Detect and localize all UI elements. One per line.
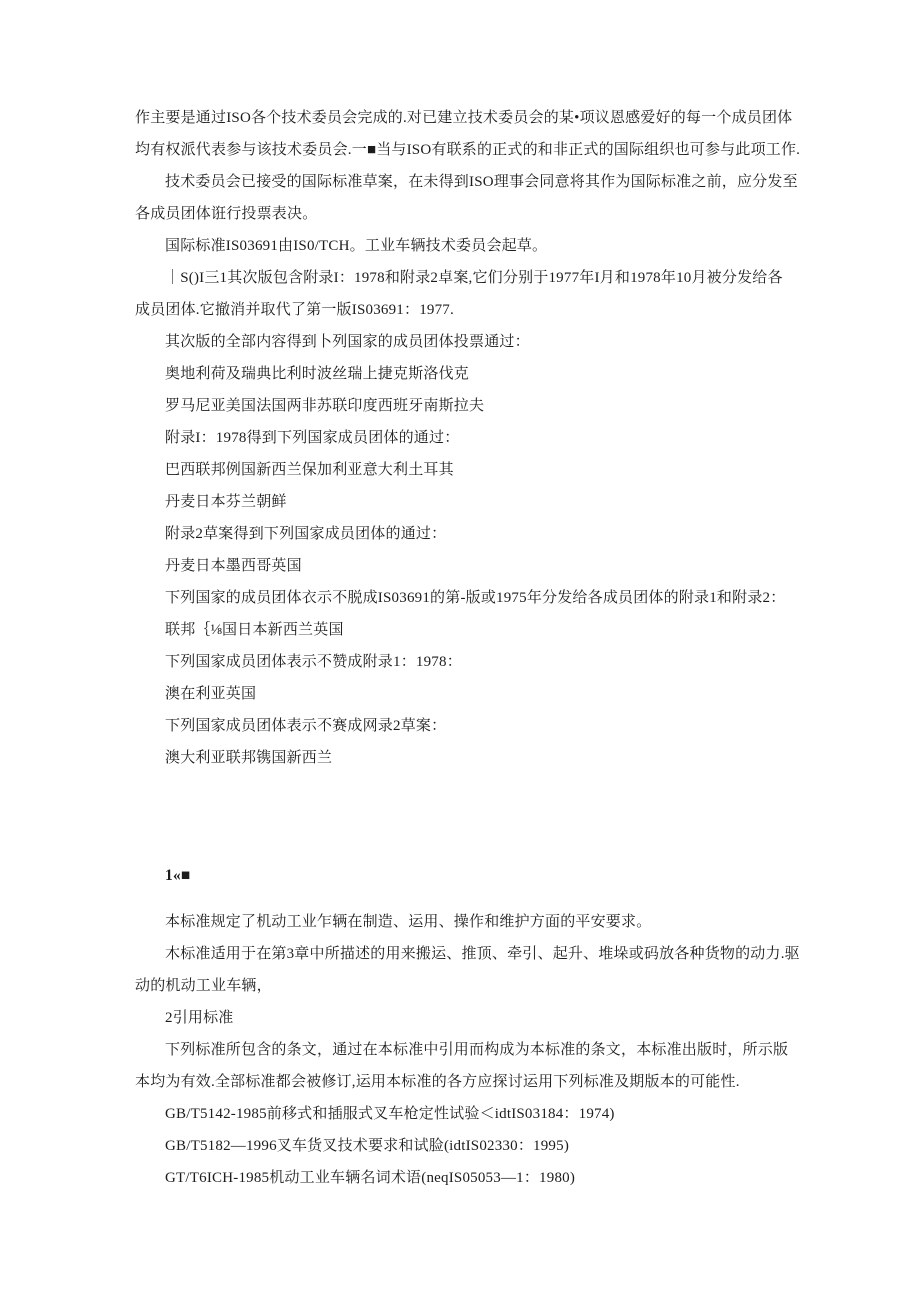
document-line: 其次版的全部内容得到卜列国家的成员团体投票通过： <box>165 334 530 350</box>
document-line: 罗马尼亚美国法国两非苏联印度西班牙南斯拉夫 <box>165 398 485 414</box>
blank-line <box>135 774 800 806</box>
document-line: 下列国家的成员团体衣示不脱成IS03691的第-版或1975年分发给各成员团体的附录1和附录2： <box>165 590 786 606</box>
document-line: 本标准规定了机动工业乍辆在制造、运用、操作和维护方面的平安要求。 <box>165 914 652 930</box>
document-line: 丹麦日本芬兰朝鲜 <box>165 494 287 510</box>
document-line: 奥地利荷及瑞典比利时波丝瑞上捷克斯洛伐克 <box>165 366 470 382</box>
document-line: 下列国家成员团体表示不赞成附录1：1978： <box>165 654 462 670</box>
document-line: 澳在利亚英国 <box>165 686 257 702</box>
document-line: 国际标准IS03691由IS0/TCH。工业车辆技术委员会起草。 <box>165 238 548 254</box>
document-line: 附录I：1978得到下列国家成员团体的通过： <box>165 430 460 446</box>
document-line: 均有权派代表参与该技术委员会.一■当与ISO有联系的正式的和非正式的国际组织也可参与此项工作. <box>135 142 801 158</box>
document-line: 丹麦日本墨西哥英国 <box>165 558 302 574</box>
document-line: 各成员团体诳行投票表决。 <box>135 206 318 222</box>
document-line: 本均为有效.全部标准都会被修订,运用本标准的各方应探讨运用下列标准及期版本的可能性. <box>135 1074 740 1090</box>
document-line: 下列国家成员团体表示不赛成网录2草案： <box>165 718 447 734</box>
document-line: 巴西联邦例国新西兰保加利亚意大利土耳其 <box>165 462 454 478</box>
document-line: 澳大利亚联邦镌国新西兰 <box>165 750 333 766</box>
document-line: 技术委员会已接受的国际标准草案，在未得到ISO理事会同意将其作为国际标准之前，应分发至 <box>165 174 798 190</box>
document-line: GT/T6ICH-1985机动工业车辆名词术语(neqIS05053—1：1980) <box>165 1170 576 1186</box>
document-line: 木标准适用于在第3章中所描述的用来搬运、推顶、牵引、起升、堆垛或码放各种货物的动力.驱 <box>165 946 800 962</box>
document-line: GB/T5142-1985前移式和插服式叉车枪定性试验＜idtIS03184：1974) <box>165 1106 615 1122</box>
document-content <box>135 102 800 1194</box>
document-line: 附录2草案得到下列国家成员团体的通过： <box>165 526 447 542</box>
blank-line <box>135 806 800 838</box>
document-line: 2引用标准 <box>165 1010 234 1026</box>
document-line: 作主要是通过ISO各个技术委员会完成的.对已建立技术委员会的某•项议恩感爱好的每一个成员团体 <box>135 110 793 126</box>
document-line: 动的机动工业车辆， <box>135 978 272 994</box>
document-line: 下列标准所包含的条文，通过在本标准中引用而构成为本标准的条文，本标准出版时，所示版 <box>165 1042 789 1058</box>
section-heading: 1«■ <box>165 867 191 884</box>
document-line: ｜S()I三1其次版包含附录I：1978和附录2卓案,它们分别于1977年I月和1978年10月被分发给各 <box>165 270 783 286</box>
document-line: 成员团体.它撤消并取代了第一版IS03691：1977. <box>135 302 454 318</box>
document-line: GB/T5182—1996叉车货叉技术要求和试脸(idtIS02330：1995) <box>165 1138 570 1154</box>
document-line: 联邦｛⅛国日本新西兰英国 <box>165 622 344 638</box>
